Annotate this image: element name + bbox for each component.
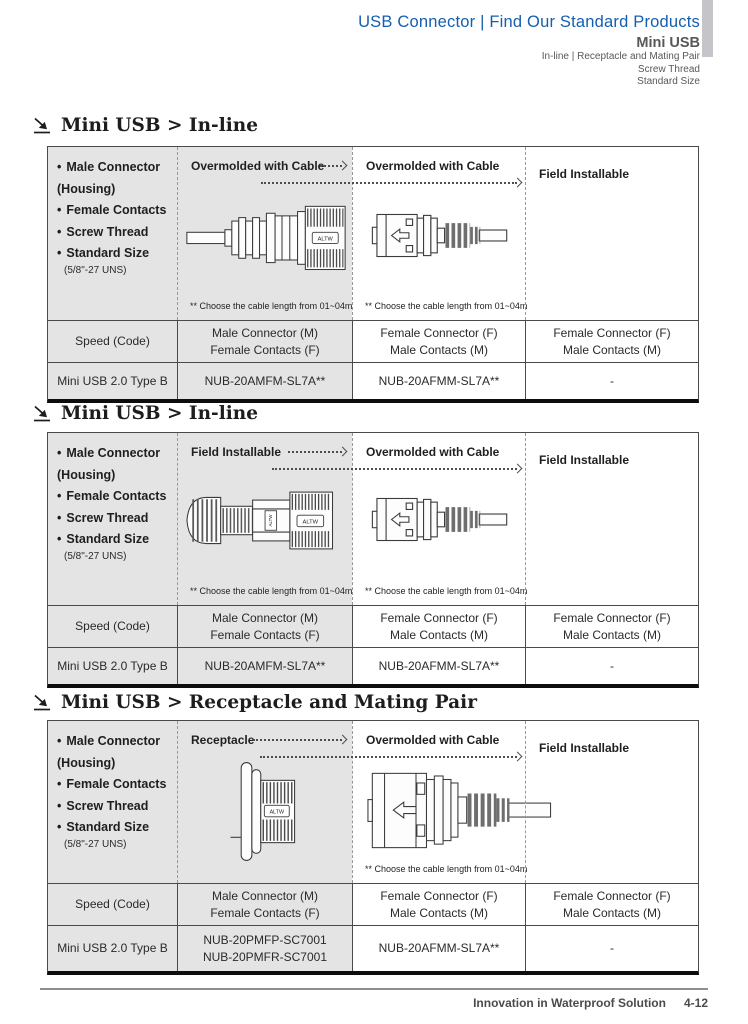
speed-cell: Female Connector (F) Male Contacts (M) bbox=[352, 606, 525, 647]
speed-row bbox=[48, 320, 698, 362]
part-number-cell: NUB-20AFMM-SL7A** bbox=[352, 363, 525, 399]
bullet-icon: • bbox=[57, 246, 62, 260]
image-cell-field-installable bbox=[525, 433, 698, 605]
image-cell-overmolded-female bbox=[352, 147, 528, 320]
column-header: Field Installable bbox=[539, 167, 630, 181]
dotted-arrow bbox=[288, 451, 342, 453]
features-cell: • Male Connector (Housing) • Female Contacts • Screw Thread • Standard Size (5/8"-27 UNS) bbox=[48, 433, 177, 605]
receptacle-connector-drawing bbox=[218, 759, 316, 864]
dotted-arrow bbox=[253, 739, 342, 741]
bullet-icon: • bbox=[57, 734, 62, 748]
header-subline-1: In-line | Receptacle and Mating Pair bbox=[541, 51, 700, 62]
section-title-text: Mini USB > Receptacle and Mating Pair bbox=[61, 692, 477, 713]
image-cell-receptacle bbox=[177, 721, 352, 883]
header-subline-3: Standard Size bbox=[637, 76, 700, 87]
bullet-icon: • bbox=[57, 510, 62, 525]
usb-type-label: Mini USB 2.0 Type B bbox=[48, 648, 177, 684]
speed-cell: Male Connector (M) Female Contacts (F) bbox=[177, 884, 352, 925]
bullet-icon: • bbox=[57, 798, 62, 813]
part-number-cell: NUB-20AMFM-SL7A** bbox=[177, 363, 352, 399]
part-number-cell: NUB-20PMFP-SC7001 NUB-20PMFR-SC7001 bbox=[177, 926, 352, 971]
section-title-text: Mini USB > In-line bbox=[61, 403, 258, 424]
image-cell-overmolded-female bbox=[352, 721, 528, 883]
speed-row bbox=[48, 605, 698, 647]
thread-size-note: (5/8"-27 UNS) bbox=[64, 264, 127, 276]
column-header: Field Installable bbox=[539, 453, 630, 467]
column-header: Overmolded with Cable bbox=[366, 445, 500, 459]
section-title-text: Mini USB > In-line bbox=[61, 115, 258, 136]
brand-label: ALTW bbox=[269, 809, 284, 816]
section-arrow-icon bbox=[33, 405, 52, 423]
image-cell-field-installable bbox=[525, 147, 698, 320]
bullet-icon: • bbox=[57, 446, 62, 460]
features-cell: • Male Connector (Housing) • Female Contacts • Screw Thread • Standard Size (5/8"-27 UNS) bbox=[48, 147, 177, 320]
female-overmolded-connector-drawing bbox=[371, 493, 509, 546]
dotted-arrow bbox=[260, 756, 517, 758]
part-number-row bbox=[48, 647, 698, 684]
section-title-3 bbox=[33, 692, 477, 713]
speed-cell: Female Connector (F) Male Contacts (M) bbox=[525, 884, 698, 925]
page-footer bbox=[473, 996, 708, 1010]
image-cell-overmolded-female bbox=[352, 433, 528, 605]
brand-label: ALTW bbox=[302, 519, 319, 526]
column-header: Overmolded with Cable bbox=[191, 159, 325, 173]
speed-cell: Male Connector (M) Female Contacts (F) bbox=[177, 321, 352, 362]
page-edge-bar bbox=[702, 0, 713, 57]
column-header: Receptacle bbox=[191, 733, 255, 747]
cable-length-note: ** Choose the cable length from 01~04m bbox=[190, 301, 353, 311]
part-number-cell: NUB-20AMFM-SL7A** bbox=[177, 648, 352, 684]
section-arrow-icon bbox=[33, 694, 52, 712]
field-installable-connector-drawing bbox=[183, 485, 348, 556]
section-title-1 bbox=[33, 115, 258, 136]
image-row bbox=[48, 147, 698, 320]
thread-size-note: (5/8"-27 UNS) bbox=[64, 838, 127, 850]
image-cell-field-installable-male bbox=[177, 433, 352, 605]
usb-type-label: Mini USB 2.0 Type B bbox=[48, 363, 177, 399]
footer-page-number: 4-12 bbox=[683, 996, 708, 1010]
features-cell: • Male Connector (Housing) • Female Contacts • Screw Thread • Standard Size (5/8"-27 UNS) bbox=[48, 721, 177, 883]
product-table-2 bbox=[47, 432, 699, 688]
usb-type-label: Mini USB 2.0 Type B bbox=[48, 926, 177, 971]
part-number-cell: - bbox=[525, 363, 698, 399]
image-row bbox=[48, 721, 698, 883]
bullet-icon: • bbox=[57, 820, 62, 834]
speed-cell: Female Connector (F) Male Contacts (M) bbox=[352, 321, 525, 362]
brand-label: ALTW bbox=[268, 514, 274, 527]
cable-length-note: ** Choose the cable length from 01~04m bbox=[365, 864, 528, 874]
part-number-cell: - bbox=[525, 926, 698, 971]
footer-slogan: Innovation in Waterproof Solution bbox=[473, 996, 666, 1010]
image-cell-field-installable bbox=[525, 721, 698, 883]
bullet-icon: • bbox=[57, 224, 62, 239]
cable-length-note: ** Choose the cable length from 01~04m bbox=[365, 586, 528, 596]
part-number-cell: - bbox=[525, 648, 698, 684]
section-arrow-icon bbox=[33, 117, 52, 135]
product-table-1 bbox=[47, 146, 699, 403]
part-number-cell: NUB-20AFMM-SL7A** bbox=[352, 926, 525, 971]
section-title-2 bbox=[33, 403, 258, 424]
dotted-arrow bbox=[261, 182, 517, 184]
cable-length-note: ** Choose the cable length from 01~04m bbox=[365, 301, 528, 311]
speed-cell: Female Connector (F) Male Contacts (M) bbox=[525, 606, 698, 647]
speed-cell: Female Connector (F) Male Contacts (M) bbox=[352, 884, 525, 925]
column-header: Overmolded with Cable bbox=[366, 733, 500, 747]
column-header: Overmolded with Cable bbox=[366, 159, 500, 173]
bullet-icon: • bbox=[57, 203, 62, 217]
product-name: Mini USB bbox=[636, 35, 700, 51]
bullet-icon: • bbox=[57, 160, 62, 174]
speed-row-label: Speed (Code) bbox=[48, 606, 177, 647]
bullet-icon: • bbox=[57, 777, 62, 791]
page-title: USB Connector | Find Our Standard Products bbox=[358, 13, 700, 31]
cable-length-note: ** Choose the cable length from 01~04m bbox=[190, 586, 353, 596]
image-row bbox=[48, 433, 698, 605]
column-header: Field Installable bbox=[539, 741, 630, 755]
speed-cell: Female Connector (F) Male Contacts (M) bbox=[525, 321, 698, 362]
bullet-icon: • bbox=[57, 532, 62, 546]
part-number-row bbox=[48, 925, 698, 971]
bullet-icon: • bbox=[57, 489, 62, 503]
female-overmolded-connector-drawing bbox=[371, 209, 509, 262]
male-overmolded-connector-drawing bbox=[186, 201, 346, 274]
thread-size-note: (5/8"-27 UNS) bbox=[64, 550, 127, 562]
product-table-3 bbox=[47, 720, 699, 975]
image-cell-overmolded-male bbox=[177, 147, 352, 320]
speed-cell: Male Connector (M) Female Contacts (F) bbox=[177, 606, 352, 647]
speed-row-label: Speed (Code) bbox=[48, 884, 177, 925]
header-subline-2: Screw Thread bbox=[637, 63, 700, 75]
speed-row bbox=[48, 883, 698, 925]
part-number-cell: NUB-20AFMM-SL7A** bbox=[352, 648, 525, 684]
footer-divider bbox=[40, 988, 708, 990]
speed-row-label: Speed (Code) bbox=[48, 321, 177, 362]
part-number-row bbox=[48, 362, 698, 399]
dotted-arrow bbox=[272, 468, 517, 470]
brand-label: ALTW bbox=[317, 236, 333, 243]
column-header: Field Installable bbox=[191, 445, 282, 459]
page-header bbox=[358, 13, 700, 89]
